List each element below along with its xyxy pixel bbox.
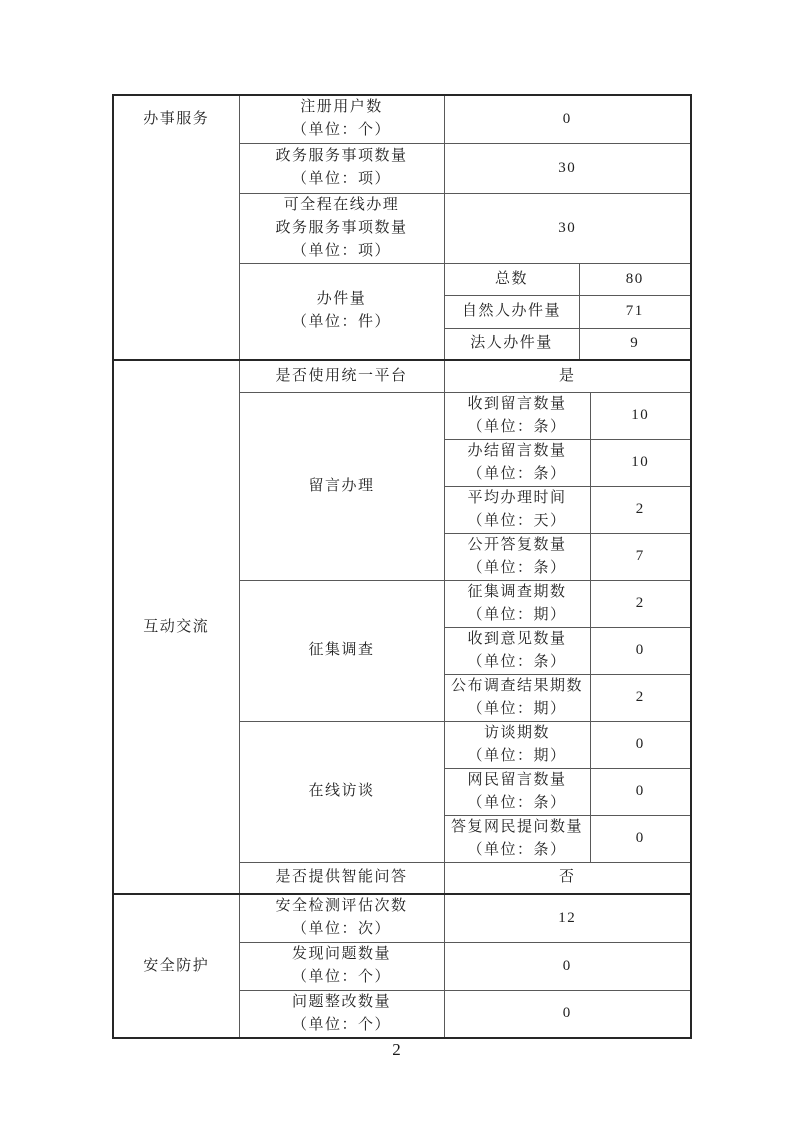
item-label — [239, 894, 444, 942]
item-label-line: 安全检测评估次数 — [275, 898, 408, 915]
subitem-value: 2 — [590, 486, 691, 533]
item-value: 否 — [444, 862, 691, 894]
subitem-label — [444, 392, 590, 439]
subitem-unit: （单位：条） — [467, 653, 567, 670]
item-label — [239, 193, 444, 263]
item-value: 30 — [444, 143, 691, 193]
subitem-value: 0 — [590, 768, 691, 815]
subitem-label-line: 收到留言数量 — [467, 395, 567, 412]
subitem-unit: （单位：期） — [467, 606, 567, 623]
subitem-value: 10 — [590, 439, 691, 486]
item-unit: （单位：件） — [291, 314, 391, 331]
item-unit: （单位：个） — [291, 1016, 391, 1033]
subitem-label — [444, 721, 590, 768]
group-label-zaixianfangtan: 在线访谈 — [239, 721, 444, 862]
subitem-label: 法人办件量 — [444, 328, 579, 360]
item-label-line: 可全程在线办理 — [283, 196, 400, 213]
subitem-unit: （单位：条） — [467, 841, 567, 858]
subitem-label-line: 平均办理时间 — [467, 489, 567, 506]
item-label: 是否提供智能问答 — [239, 862, 444, 894]
item-value: 0 — [444, 942, 691, 990]
subitem-unit: （单位：期） — [467, 747, 567, 764]
subitem-value: 10 — [590, 392, 691, 439]
item-label-line: 政务服务事项数量 — [275, 148, 408, 164]
report-table — [112, 94, 692, 1039]
item-value: 0 — [444, 95, 691, 143]
item-label — [239, 942, 444, 990]
item-label: 是否使用统一平台 — [239, 360, 444, 392]
subitem-unit: （单位：天） — [467, 512, 567, 529]
section-label-anquan: 安全防护 — [113, 894, 239, 1038]
item-label-line: 注册用户数 — [300, 99, 383, 116]
section-label-hudong: 互动交流 — [113, 360, 239, 894]
subitem-unit: （单位：条） — [467, 465, 567, 482]
subitem-label — [444, 533, 590, 580]
item-value: 0 — [444, 990, 691, 1038]
subitem-label-line: 收到意见数量 — [467, 630, 567, 647]
subitem-value: 2 — [590, 674, 691, 721]
subitem-value: 2 — [590, 580, 691, 627]
item-value: 12 — [444, 894, 691, 942]
subitem-label-line: 答复网民提问数量 — [450, 818, 583, 835]
item-unit: （单位：个） — [291, 122, 391, 139]
item-label — [239, 95, 444, 143]
subitem-label-line: 办结留言数量 — [467, 442, 567, 459]
item-label-line: 问题整改数量 — [291, 993, 391, 1010]
item-label-line: 政务服务事项数量 — [275, 219, 408, 236]
subitem-label — [444, 815, 590, 862]
item-label — [239, 990, 444, 1038]
item-unit: （单位：项） — [291, 171, 391, 187]
group-label-liuyan: 留言办理 — [239, 392, 444, 580]
subitem-label: 总数 — [444, 263, 579, 295]
item-value: 30 — [444, 193, 691, 263]
group-label-zhengji: 征集调查 — [239, 580, 444, 721]
item-label-banjianliang — [239, 263, 444, 360]
subitem-unit: （单位：条） — [467, 559, 567, 576]
subitem-value: 0 — [590, 627, 691, 674]
item-value: 是 — [444, 360, 691, 392]
subitem-label — [444, 674, 590, 721]
item-unit: （单位：项） — [291, 242, 391, 259]
subitem-label-line: 访谈期数 — [483, 724, 550, 741]
subitem-unit: （单位：条） — [467, 794, 567, 811]
subitem-value: 7 — [590, 533, 691, 580]
subitem-label-line: 公开答复数量 — [467, 536, 567, 553]
subitem-label-line: 网民留言数量 — [467, 771, 567, 788]
subitem-unit: （单位：期） — [467, 700, 567, 717]
subitem-value: 9 — [579, 328, 691, 360]
item-label — [239, 143, 444, 193]
subitem-value: 0 — [590, 815, 691, 862]
item-label-line: 发现问题数量 — [291, 946, 391, 962]
page-number: 2 — [392, 1040, 401, 1059]
subitem-label-line: 征集调查期数 — [467, 583, 567, 600]
subitem-value: 71 — [579, 295, 691, 328]
subitem-label — [444, 486, 590, 533]
item-unit: （单位：次） — [291, 921, 391, 938]
subitem-label-line: 公布调查结果期数 — [450, 677, 583, 694]
subitem-label — [444, 580, 590, 627]
item-unit: （单位：个） — [291, 969, 391, 985]
subitem-label — [444, 768, 590, 815]
subitem-label: 自然人办件量 — [444, 295, 579, 328]
item-label-line: 办件量 — [316, 291, 367, 308]
subitem-unit: （单位：条） — [467, 418, 567, 435]
section-label-banshi: 办事服务 — [113, 95, 239, 360]
subitem-label — [444, 439, 590, 486]
subitem-value: 80 — [579, 263, 691, 295]
subitem-label — [444, 627, 590, 674]
subitem-value: 0 — [590, 721, 691, 768]
